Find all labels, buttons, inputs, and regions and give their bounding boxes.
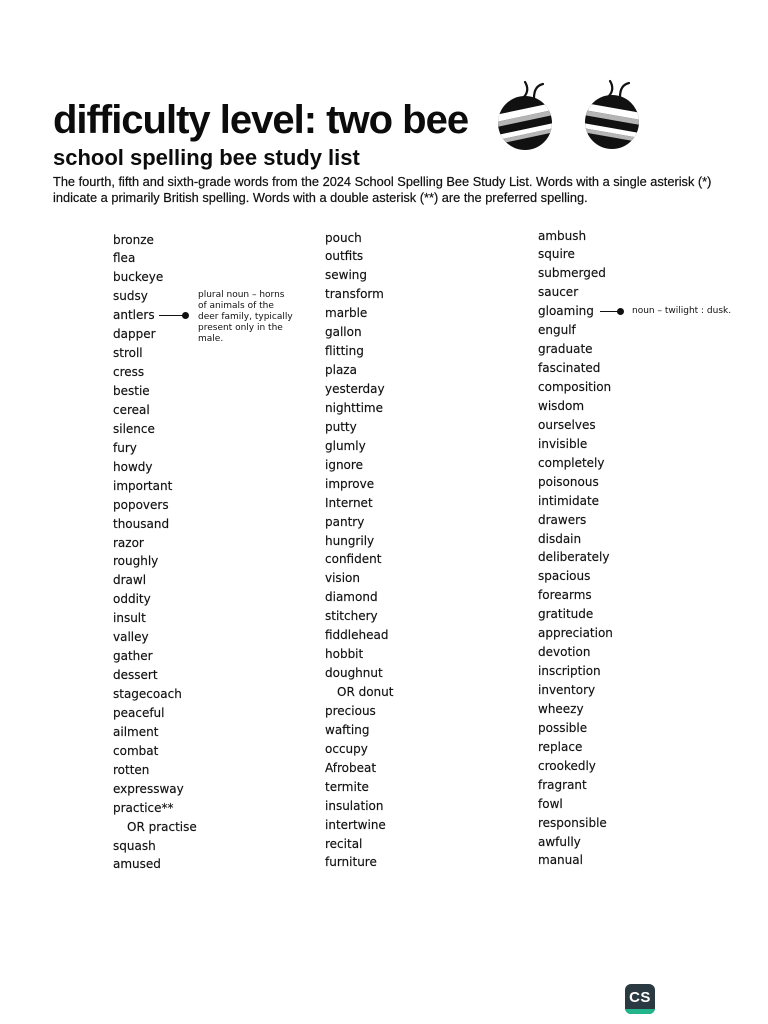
word-column-1 [113,231,197,875]
word-item: hobbit [325,647,364,662]
word-item: pantry [325,514,365,529]
word-item: intertwine [325,817,386,832]
word-column-3 [538,227,613,871]
word-item: oddity [113,592,151,607]
word-item: composition [538,380,612,394]
word-item: popovers [113,497,169,512]
word-item: razor [113,535,144,550]
word-item: insult [113,611,146,626]
word-item: howdy [113,459,153,474]
word-item: practice** [113,800,174,815]
antlers-connector-line [159,315,184,316]
word-item: engulf [538,323,576,338]
definition-note-gloaming: noun – twilight : dusk. [632,305,732,316]
word-item: cereal [113,402,150,417]
word-item: transform [325,287,384,302]
word-item: sudsy [113,289,148,304]
word-item: valley [113,630,149,645]
camscanner-logo [625,984,655,1014]
word-item: important [113,478,173,493]
word-item: graduate [538,342,593,357]
word-item: confident [325,552,382,567]
word-item: improve [325,476,375,491]
word-item: disdain [538,531,582,546]
word-item-alternate: OR practise [127,819,197,834]
word-item: fragrant [538,777,587,792]
badge-accent-stripe [625,1009,655,1014]
word-item: inscription [538,664,601,679]
word-item: deliberately [538,550,610,565]
word-item: furniture [325,855,377,870]
word-item: precious [325,703,376,718]
word-item: hungrily [325,533,375,548]
word-item: invisible [538,436,588,451]
word-item: stitchery [325,609,378,624]
word-item: rotten [113,762,150,777]
word-item: amused [113,857,161,872]
word-item: saucer [538,285,579,300]
page-subtitle: school spelling bee study list [53,145,360,170]
word-item: Internet [325,495,373,510]
word-item: awfully [538,834,581,849]
bee-icon [576,81,650,149]
badge-label: CS [629,989,651,1006]
word-item: putty [325,419,357,434]
word-item: doughnut [325,666,383,681]
word-item: wheezy [538,701,584,716]
word-item: insulation [325,798,384,813]
page-title: difficulty level: two bee [53,98,469,142]
word-item: ailment [113,724,159,739]
word-item: glumly [325,438,366,453]
word-item: fowl [538,796,563,811]
word-item: gratitude [538,607,594,622]
word-item: drawl [113,573,147,588]
word-item: squire [538,247,575,262]
word-item: occupy [325,741,368,756]
word-item: squash [113,838,156,853]
word-item: ambush [538,228,587,243]
word-item: antlers [113,308,155,323]
word-item: silence [113,421,155,436]
word-item: thousand [113,516,170,531]
word-item: peaceful [113,705,165,720]
word-item: fiddlehead [325,628,389,643]
word-item: combat [113,743,159,758]
gloaming-connector-dot [617,308,624,315]
word-item: gallon [325,325,362,340]
intro-line: indicate a primarily British spelling. Words with a double asterisk (**) are the preferred spelling. [53,190,588,205]
word-item: devotion [538,645,591,660]
word-item: Afrobeat [325,760,377,775]
word-item: vision [325,571,360,586]
word-item-alternate: OR donut [337,685,394,699]
word-item: submerged [538,266,606,281]
definition-note-antlers: plural noun – horns of animals of the deer family, typically present only in the male. [198,289,293,344]
word-item: appreciation [538,626,613,641]
word-item: pouch [325,230,362,245]
word-item: buckeye [113,270,164,285]
word-column-2 [325,229,393,873]
word-item: replace [538,739,583,754]
word-item: stagecoach [113,687,182,701]
word-item: roughly [113,554,159,569]
word-item: termite [325,779,369,794]
word-item: possible [538,720,588,735]
word-item: yesterday [325,382,385,396]
word-item: bestie [113,384,150,398]
word-item: wisdom [538,398,585,413]
word-item: bronze [113,232,154,247]
word-item: fury [113,440,137,455]
word-item: flea [113,251,136,266]
bee-icons [488,76,650,156]
word-item: completely [538,455,605,470]
word-item: ignore [325,457,363,472]
word-item: dapper [113,327,156,342]
word-item: plaza [325,363,357,378]
word-item: forearms [538,588,592,603]
word-item: dessert [113,668,158,683]
word-item: poisonous [538,474,599,489]
word-item: stroll [113,346,143,361]
word-item: responsible [538,815,607,830]
word-item: nighttime [325,400,383,415]
word-item: fascinated [538,361,601,376]
word-item: diamond [325,590,378,605]
bee-icon [488,82,570,150]
word-item: manual [538,853,583,868]
word-item: drawers [538,512,587,527]
intro-line: The fourth, fifth and sixth-grade words from the 2024 School Spelling Bee Study List. Words with a single asterisk (*) [53,174,712,189]
antlers-connector-dot [182,312,189,319]
word-item: ourselves [538,417,596,432]
word-item: inventory [538,683,596,697]
word-item: expressway [113,781,184,796]
word-item: outfits [325,249,364,264]
word-item: sewing [325,268,368,283]
word-item: recital [325,836,363,851]
word-item: crookedly [538,758,596,773]
word-item: flitting [325,344,364,359]
word-item: wafting [325,722,370,737]
word-item: marble [325,306,368,321]
word-item: gather [113,649,153,664]
word-item: intimidate [538,493,600,508]
word-item: spacious [538,569,591,584]
word-item: cress [113,365,145,380]
intro-text [53,174,711,206]
word-item: gloaming [538,304,594,319]
